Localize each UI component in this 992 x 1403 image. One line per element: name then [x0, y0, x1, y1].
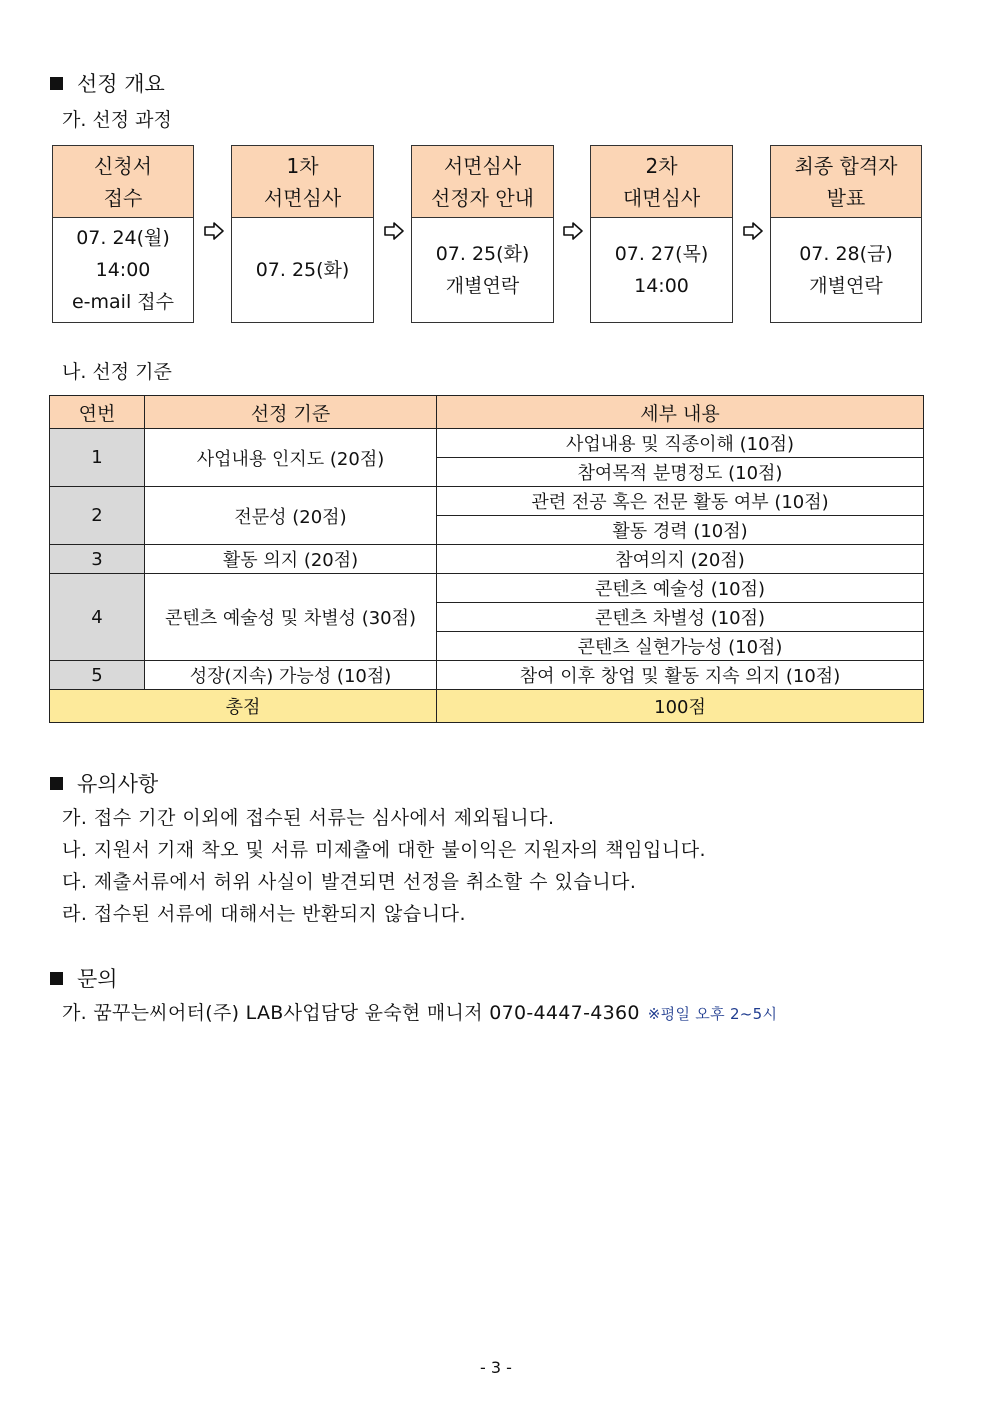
row-criterion: 콘텐츠 예술성 및 차별성 (30점): [145, 574, 437, 661]
row-detail: 관련 전공 혹은 전문 활동 여부 (10점): [437, 487, 924, 516]
notes-list: [62, 802, 706, 930]
page-number: - 3 -: [480, 1358, 512, 1377]
process-step-3: [411, 145, 554, 323]
step-detail: 07. 27(목) 14:00: [614, 243, 709, 297]
notes-heading: 유의사항: [77, 772, 159, 796]
square-bullet-icon: [50, 77, 63, 90]
process-step-2: [231, 145, 374, 323]
step-detail: 07. 25(화): [255, 259, 350, 281]
table-row: [50, 545, 924, 574]
right-arrow-icon: [562, 220, 584, 242]
right-arrow-icon: [742, 220, 764, 242]
table-row: [50, 429, 924, 458]
criteria-table: [49, 395, 924, 723]
row-detail: 콘텐츠 차별성 (10점): [437, 603, 924, 632]
process-step-5: [770, 145, 922, 323]
total-value: 100점: [437, 690, 924, 723]
row-number: 3: [50, 545, 145, 574]
row-number: 4: [50, 574, 145, 661]
square-bullet-icon: [50, 777, 63, 790]
process-step-1: [52, 145, 194, 323]
step-title: 서면심사 선정자 안내: [412, 146, 553, 218]
square-bullet-icon: [50, 972, 63, 985]
row-criterion: 성장(지속) 가능성 (10점): [145, 661, 437, 690]
col-header-details: 세부 내용: [437, 396, 924, 429]
table-total-row: [50, 690, 924, 723]
criteria-subtitle: 나. 선정 기준: [62, 361, 172, 383]
row-detail: 참여 이후 창업 및 활동 지속 의지 (10점): [437, 661, 924, 690]
table-row: [50, 661, 924, 690]
total-label: 총점: [50, 690, 437, 723]
table-row: [50, 487, 924, 516]
row-criterion: 사업내용 인지도 (20점): [145, 429, 437, 487]
step-title: 최종 합격자 발표: [771, 146, 921, 218]
list-item: 가. 접수 기간 이외에 접수된 서류는 심사에서 제외됩니다.: [62, 807, 555, 829]
contact-heading: 문의: [77, 967, 118, 991]
col-header-criterion: 선정 기준: [145, 396, 437, 429]
row-criterion: 전문성 (20점): [145, 487, 437, 545]
contact-text: 가. 꿈꾸는씨어터(주) LAB사업담당 윤숙현 매니저 070-4447-4360: [62, 1002, 640, 1024]
process-step-4: [590, 145, 733, 323]
process-subtitle: 가. 선정 과정: [62, 109, 172, 131]
row-detail: 사업내용 및 직종이해 (10점): [437, 429, 924, 458]
table-row: [50, 574, 924, 603]
step-title: 신청서 접수: [53, 146, 193, 218]
row-detail: 활동 경력 (10점): [437, 516, 924, 545]
list-item: 나. 지원서 기재 착오 및 서류 미제출에 대한 불이익은 지원자의 책임입니다.: [62, 839, 707, 861]
step-detail: 07. 25(화) 개별연락: [435, 243, 530, 297]
step-detail: 07. 28(금) 개별연락: [799, 243, 893, 297]
row-criterion: 활동 의지 (20점): [145, 545, 437, 574]
step-detail: 07. 24(월) 14:00 e-mail 접수: [71, 227, 174, 313]
row-detail: 콘텐츠 실현가능성 (10점): [437, 632, 924, 661]
right-arrow-icon: [203, 220, 225, 242]
row-detail: 참여의지 (20점): [437, 545, 924, 574]
list-item: 다. 제출서류에서 허위 사실이 발견되면 선정을 취소할 수 있습니다.: [62, 871, 637, 893]
col-header-number: 연번: [50, 396, 145, 429]
row-detail: 콘텐츠 예술성 (10점): [437, 574, 924, 603]
right-arrow-icon: [383, 220, 405, 242]
section-heading-contact: [50, 963, 118, 993]
contact-line: [62, 998, 777, 1025]
row-number: 5: [50, 661, 145, 690]
section-heading-notes: [50, 768, 158, 798]
step-title: 2차 대면심사: [591, 146, 732, 218]
contact-hours: ※평일 오후 2~5시: [647, 1005, 778, 1023]
row-detail: 참여목적 분명정도 (10점): [437, 458, 924, 487]
step-title: 1차 서면심사: [232, 146, 373, 218]
section-heading-overview: [50, 68, 165, 98]
table-header-row: [50, 396, 924, 429]
overview-heading: 선정 개요: [77, 72, 165, 96]
list-item: 라. 접수된 서류에 대해서는 반환되지 않습니다.: [62, 903, 467, 925]
row-number: 2: [50, 487, 145, 545]
row-number: 1: [50, 429, 145, 487]
